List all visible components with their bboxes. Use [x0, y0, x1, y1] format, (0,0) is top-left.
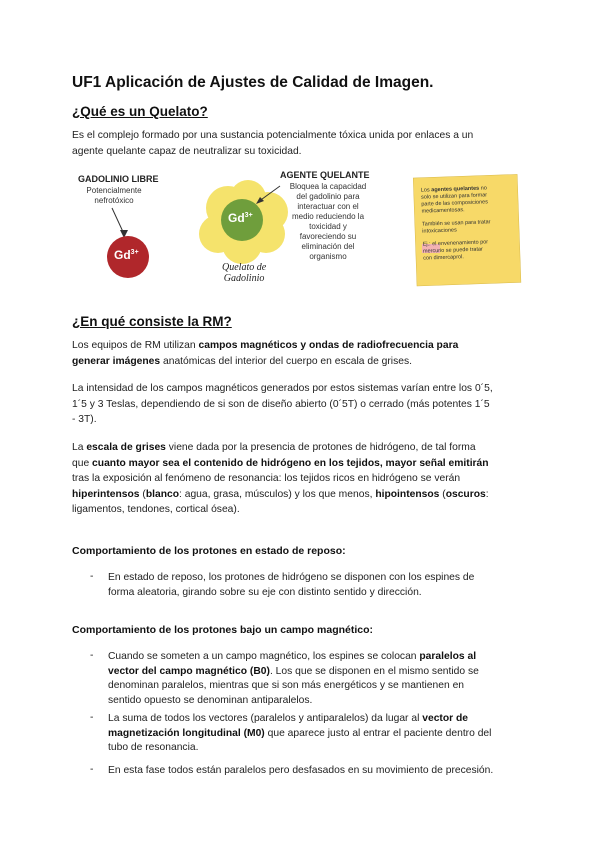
bullet-dash: - [90, 712, 94, 723]
agente-quelante-desc: Bloquea la capacidad del gadolinio para interactuar con el medio reduciendo la toxicidad y favoreciendo su eliminación del organismo [289, 182, 367, 261]
gd-chelated-symbol: $Gd^{3+}$ [228, 211, 253, 225]
section-heading-quelato: ¿Qué es un Quelato? [72, 104, 208, 119]
gadolinio-libre-label: GADOLINIO LIBRE [78, 174, 159, 184]
chelate-figure [72, 168, 528, 296]
bullet-campo-2: La suma de todos los vectores (paralelos y antiparalelos) da lugar al vector de magnetización longitudinal (M0) que aparece justo al entrar el paciente dentro del tubo de resonancia. [108, 713, 492, 753]
bullet-campo-3: En esta fase todos están paralelos pero desfasados en su movimiento de precesión. [108, 765, 494, 776]
agente-quelante-label: AGENTE QUELANTE [280, 170, 370, 180]
gadolinio-libre-desc: Potencialmente nefrotóxico [86, 186, 142, 205]
paragraph-grises: La escala de grises viene dada por la presencia de protones de hidrógeno, de tal forma que cuanto mayor sea el contenido de hidrógeno en los tejidos, mayor señal emitirán tras la exposición al fenómeno de resonancia: los tejidos ricos en hidrógeno se verán hiperintensos (blanco: agua, grasa, músculos) y los que menos, hipointensos (oscuros: ligamentos, tendones, cortical ósea). [72, 442, 489, 515]
bullet-dash: - [90, 650, 94, 661]
paragraph-quelato: Es el complejo formado por una sustancia potencialmente tóxica unida por enlaces a un agente quelante capaz de neutralizar su toxicidad. [72, 130, 474, 157]
note-text: Los agentes quelantes no solo se utilizan para formar parte de las composiciones medicamentosas. También se usan para tratar intoxicaciones Ej.: el envenenamiento por mercurio se puede tratar con dimercaprol. [420, 185, 491, 262]
paragraph-rm-intro: Los equipos de RM utilizan campos magnéticos y ondas de radiofrecuencia para generar imágenes anatómicas del interior del cuerpo en escala de grises. [72, 340, 459, 367]
section-heading-campo: Comportamiento de los protones bajo un campo magnético: [72, 624, 374, 636]
gd-free-symbol: $Gd^{3+}$ [114, 248, 139, 262]
bullet-reposo: En estado de reposo, los protones de hidrógeno se disponen con los espines de forma aleatoria, girando sobre su eje con distinto sentido y dirección. [108, 572, 475, 598]
section-heading-reposo: Comportamiento de los protones en estado de reposo: [72, 545, 346, 557]
bullet-campo-1: Cuando se someten a un campo magnético, los espines se colocan paralelos al vector del campo magnético (B0). Los que se disponen en el mismo sentido se denominan paralelos, mientras que si son más energéticos y se mantienen en sentido opuesto se denominan antiparalelos. [108, 651, 479, 706]
paragraph-teslas: La intensidad de los campos magnéticos generados por estos sistemas varían entre los 0´5, 1´5 y 3 Teslas, dependiendo de si son de diseño abierto (0´5T) o cerrado (más potentes 1´5 - 3T). [72, 383, 493, 425]
document-title: UF1 Aplicación de Ajustes de Calidad de Imagen. [72, 74, 434, 91]
bullet-dash: - [90, 764, 94, 775]
section-heading-rm: ¿En qué consiste la RM? [72, 314, 232, 329]
quelato-caption: Quelato de Gadolinio [222, 262, 267, 284]
bullet-dash: - [90, 571, 94, 582]
